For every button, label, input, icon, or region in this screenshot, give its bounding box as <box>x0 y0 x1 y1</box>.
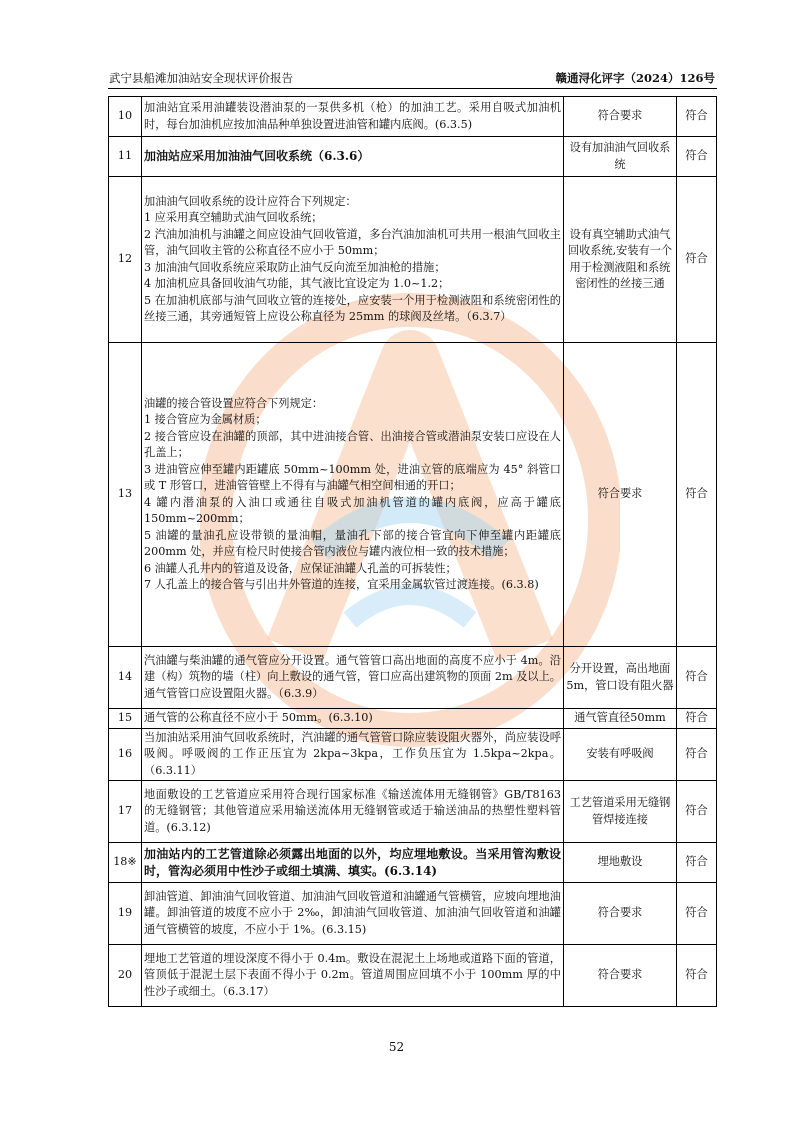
requirement-line: 2 汽油加油机与油罐之间应设油气回收管道，多台汽油加油机可共用一根油气回收主管，油气回收主管的公称直径不应小于 50mm； <box>144 227 561 257</box>
actual-situation: 通气管直径50mm <box>564 709 677 729</box>
table-row <box>109 97 717 137</box>
actual-situation: 设有真空辅助式油气回收系统,安装有一个用于检测液阻和系统密闭性的丝接三通 <box>564 177 677 343</box>
row-number: 19 <box>109 883 142 945</box>
requirement-line: 1 接合管应为金属材质； <box>144 413 267 426</box>
row-number: 16 <box>109 729 142 781</box>
header-report-title: 武宁县船滩加油站安全现状评价报告 <box>109 71 293 85</box>
table-row <box>109 883 717 945</box>
requirement-line: 加油站内的工艺管道除必须露出地面的以外，均应埋地敷设。当采用管沟敷设时，管沟必须用中性沙子或细土填满、填实。(6.3.14) <box>144 847 561 878</box>
row-number: 15 <box>109 709 142 729</box>
requirement-line: 3 进油管应伸至罐内距罐底 50mm~100mm 处，进油立管的底端应为 45° 斜管口或 T 形管口，进油管管壁上不得有与油罐气相空间相通的开口； <box>144 462 561 492</box>
row-number: 18※ <box>109 843 142 883</box>
conclusion: 符合 <box>677 343 717 647</box>
requirement-line: 7 人孔盖上的接合管与引出井外管道的连接，宜采用金属软管过渡连接。(6.3.8) <box>144 578 539 591</box>
table-row <box>109 945 717 1007</box>
requirement-line: 地面敷设的工艺管道应采用符合现行国家标准《输送流体用无缝钢管》GB/T8163 的无缝钢管；其他管道应采用输送流体用无缝钢管或适于输送油品的热塑性塑料管道。(6.3.12) <box>144 787 561 834</box>
header-report-number: 赣通浔化评字（2024）126号 <box>555 71 715 85</box>
requirement-line: 当加油站采用油气回收系统时，汽油罐的通气管管口除应装设阻火器外，尚应装设呼吸阀。呼吸阀的工作正压宜为 2kpa~3kpa，工作负压宜为 1.5kpa~2kpa。（6.3.11） <box>144 730 561 777</box>
table-row <box>109 647 717 709</box>
requirement-content <box>142 343 564 647</box>
requirement-content <box>142 647 564 709</box>
table-row <box>109 729 717 781</box>
row-number: 17 <box>109 781 142 843</box>
conclusion: 符合 <box>677 97 717 137</box>
conclusion: 符合 <box>677 709 717 729</box>
row-number: 11 <box>109 137 142 177</box>
requirement-line: 加油站应采用加油油气回收系统（6.3.6） <box>144 149 370 164</box>
requirement-content <box>142 709 564 729</box>
row-number: 12 <box>109 177 142 343</box>
requirement-line: 埋地工艺管道的埋设深度不得小于 0.4m。敷设在混泥土上场地或道路下面的管道，管顶低于混泥土层下表面不得小于 0.2m。管道周围应回填不小于 100mm 厚的中性沙子或细土。（6.3.17） <box>144 951 561 998</box>
actual-situation: 符合要求 <box>564 945 677 1007</box>
requirement-line: 5 在加油机底部与油气回收立管的连接处，应安装一个用于检测液阻和系统密闭性的丝接三通，其旁通短管上应设公称直径为 25mm 的球阀及丝堵。（6.3.7） <box>144 293 561 323</box>
row-number: 14 <box>109 647 142 709</box>
actual-situation: 工艺管道采用无缝钢管焊接连接 <box>564 781 677 843</box>
table-row <box>109 781 717 843</box>
requirement-line: 油罐的接合管设置应符合下列规定： <box>144 396 324 410</box>
actual-situation: 设有加油油气回收系统 <box>564 137 677 177</box>
requirement-content <box>142 729 564 781</box>
header-rule <box>108 88 717 89</box>
requirement-line: 加油站宜采用油罐装设潜油泵的一泵供多机（枪）的加油工艺。采用自吸式加油机时，每台加油机应按加油品种单独设置进油管和罐内底阀。(6.3.5) <box>144 101 561 131</box>
requirement-content <box>142 781 564 843</box>
row-number: 10 <box>109 97 142 137</box>
conclusion: 符合 <box>677 647 717 709</box>
requirement-content <box>142 97 564 137</box>
requirement-content <box>142 137 564 177</box>
evaluation-table <box>108 96 717 1007</box>
table-row <box>109 177 717 343</box>
actual-situation: 符合要求 <box>564 883 677 945</box>
conclusion: 符合 <box>677 137 717 177</box>
requirement-line: 1 应采用真空辅助式油气回收系统； <box>144 211 323 224</box>
requirement-line: 加油油气回收系统的设计应符合下列规定： <box>144 194 357 208</box>
requirement-line: 4 加油机应具备回收油气功能，其气液比宜设定为 1.0~1.2； <box>144 277 450 290</box>
table-row <box>109 843 717 883</box>
requirement-line: 卸油管道、卸油油气回收管道、加油油气回收管道和油罐通气管横管，应坡向埋地油罐。卸油管道的坡度不应小于 2‰，卸油油气回收管道、加油油气回收管道和油罐通气管横管的坡度，不应小于 1%。(6.3.15) <box>144 889 561 936</box>
conclusion: 符合 <box>677 843 717 883</box>
requirement-line: 3 加油油气回收系统应采取防止油气反向流至加油枪的措施； <box>144 260 446 274</box>
requirement-content <box>142 883 564 945</box>
conclusion: 符合 <box>677 945 717 1007</box>
requirement-line: 通气管的公称直径不应小于 50mm。(6.3.10) <box>144 711 373 725</box>
actual-situation: 符合要求 <box>564 97 677 137</box>
table-row <box>109 137 717 177</box>
conclusion: 符合 <box>677 729 717 781</box>
requirement-content <box>142 177 564 343</box>
requirement-line: 汽油罐与柴油罐的通气管应分开设置。通气管管口高出地面的高度不应小于 4m。沿建（构）筑物的墙（柱）向上敷设的通气管，管口应高出建筑物的顶面 2m 及以上。通气管管口应设置阻火器。（6.3.9） <box>144 653 561 700</box>
page-number: 52 <box>388 1040 405 1054</box>
requirement-line: 4 罐内潜油泵的入油口或通往自吸式加油机管道的罐内底阀，应高于罐底 150mm~200mm； <box>144 495 561 525</box>
requirement-content <box>142 843 564 883</box>
conclusion: 符合 <box>677 883 717 945</box>
requirement-line: 6 油罐人孔井内的管道及设备，应保证油罐人孔盖的可拆装性； <box>144 561 457 575</box>
actual-situation: 符合要求 <box>564 343 677 647</box>
row-number: 20 <box>109 945 142 1007</box>
conclusion: 符合 <box>677 781 717 843</box>
requirement-line: 5 油罐的量油孔应设带锁的量油帽，量油孔下部的接合管宜向下伸至罐内距罐底 200mm 处，并应有检尺时使接合管内液位与罐内液位相一致的技术措施； <box>144 528 561 558</box>
table-row <box>109 709 717 729</box>
conclusion: 符合 <box>677 177 717 343</box>
actual-situation: 分开设置，高出地面 5m，管口设有阻火器 <box>564 647 677 709</box>
table-row <box>109 343 717 647</box>
actual-situation: 安装有呼吸阀 <box>564 729 677 781</box>
actual-situation: 埋地敷设 <box>564 843 677 883</box>
requirement-line: 2 接合管应设在油罐的顶部，其中进油接合管、出油接合管或潜油泵安装口应设在人孔盖上； <box>144 429 561 459</box>
requirement-content <box>142 945 564 1007</box>
row-number: 13 <box>109 343 142 647</box>
